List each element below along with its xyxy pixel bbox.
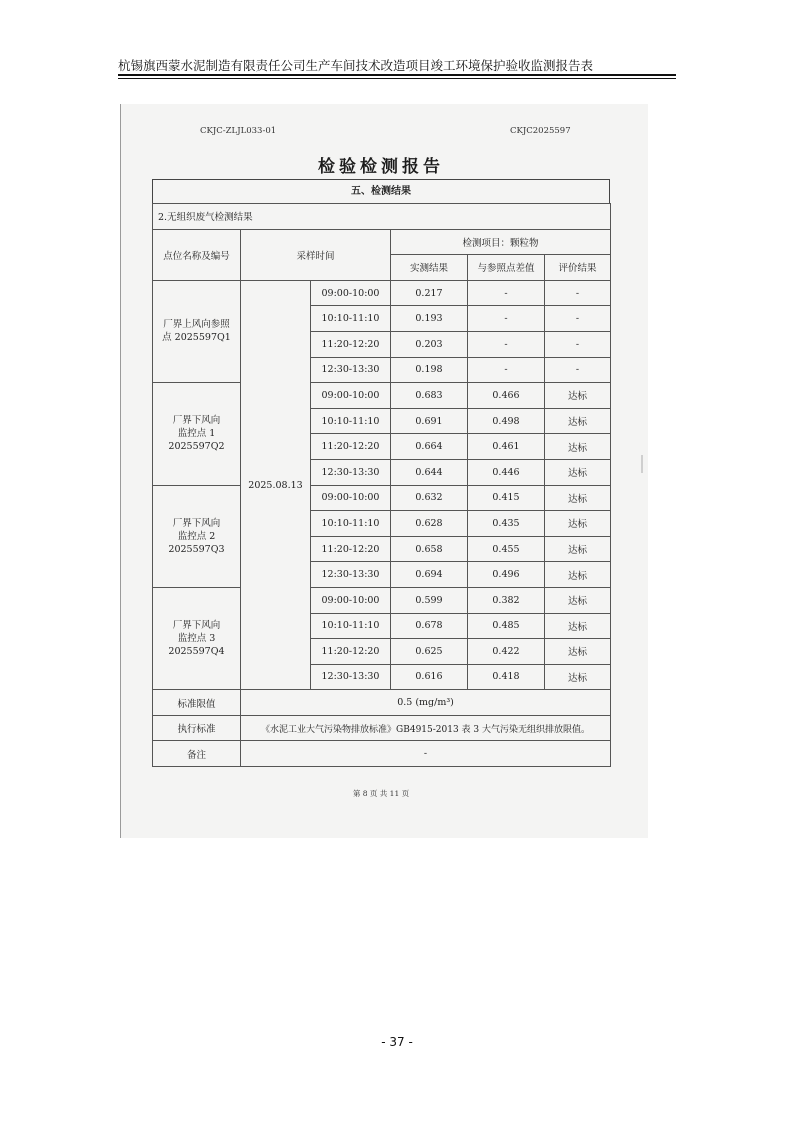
header-diff: 与参照点差值 [468,255,545,281]
eval-cell: 达标 [545,511,611,537]
table-row [153,485,611,511]
scan-page-footer: 第 8 页 共 11 页 [352,789,410,798]
header-rule-thin [118,78,676,79]
sample-time-cell: 10:10-11:10 [311,306,391,332]
eval-cell: - [545,306,611,332]
diff-cell: 0.418 [468,664,545,690]
sample-time-cell: 10:10-11:10 [311,613,391,639]
eval-cell: - [545,280,611,306]
measured-cell: 0.193 [391,306,468,332]
section-title: 五、检测结果 [152,179,610,203]
header-eval: 评价结果 [545,255,611,281]
remark-row [153,741,611,767]
standard-row-label: 执行标准 [153,715,241,741]
sample-time-cell: 11:20-12:20 [311,331,391,357]
page-number: - 37 - [381,1035,413,1049]
header-item: 检测项目：颗粒物 [391,229,611,255]
header-rule-thick [118,74,676,76]
sample-time-cell: 10:10-11:10 [311,408,391,434]
diff-cell: 0.466 [468,383,545,409]
header-measured: 实测结果 [391,255,468,281]
diff-cell: 0.446 [468,459,545,485]
measured-cell: 0.691 [391,408,468,434]
results-table [152,203,611,767]
diff-cell: - [468,331,545,357]
limit-row [153,690,611,716]
point-name-cell [153,587,241,689]
point-name-line: 2025597Q2 [168,441,225,453]
standard-row-value: 《水泥工业大气污染物排放标准》GB4915-2013 表 3 大气污染无组织排放限值。 [241,715,611,741]
measured-cell: 0.625 [391,639,468,665]
measured-cell: 0.599 [391,587,468,613]
diff-cell: 0.455 [468,536,545,562]
point-name-line: 厂界下风向 [172,517,221,529]
measured-cell: 0.683 [391,383,468,409]
sample-time-cell: 12:30-13:30 [311,357,391,383]
sample-date-cell: 2025.08.13 [241,280,311,690]
sample-time-cell: 09:00-10:00 [311,485,391,511]
measured-cell: 0.678 [391,613,468,639]
point-name-cell [153,280,241,382]
diff-cell: 0.415 [468,485,545,511]
diff-cell: 0.496 [468,562,545,588]
measured-cell: 0.198 [391,357,468,383]
eval-cell: 达标 [545,639,611,665]
scan-left-edge [120,104,121,838]
limit-row-label: 标准限值 [153,690,241,716]
table-subtitle: 2.无组织废气检测结果 [153,204,611,230]
point-name-line: 监控点 3 [177,633,216,645]
sample-time-cell: 09:00-10:00 [311,383,391,409]
report-number: CKJC2025597 [510,126,571,136]
eval-cell: 达标 [545,664,611,690]
diff-cell: - [468,357,545,383]
diff-cell: 0.485 [468,613,545,639]
table-row [153,383,611,409]
measured-cell: 0.664 [391,434,468,460]
measured-cell: 0.203 [391,331,468,357]
diff-cell: 0.461 [468,434,545,460]
sample-time-cell: 12:30-13:30 [311,664,391,690]
table-row [153,587,611,613]
sample-time-cell: 11:20-12:20 [311,639,391,665]
point-name-line: 2025597Q4 [168,646,225,658]
diff-cell: 0.422 [468,639,545,665]
document-header: 杭锡旗西蒙水泥制造有限责任公司生产车间技术改造项目竣工环境保护验收监测报告表 [118,58,594,73]
point-name-line: 厂界下风向 [172,620,221,632]
form-code: CKJC-ZLJL033-01 [200,126,277,136]
point-name-line: 监控点 1 [177,428,216,440]
sample-time-cell: 09:00-10:00 [311,587,391,613]
eval-cell: - [545,331,611,357]
sample-time-cell: 11:20-12:20 [311,434,391,460]
limit-row-value: 0.5 (mg/m³) [241,690,611,716]
diff-cell: - [468,306,545,332]
header-point: 点位名称及编号 [153,229,241,280]
eval-cell: 达标 [545,613,611,639]
measured-cell: 0.694 [391,562,468,588]
point-name-cell [153,485,241,587]
measured-cell: 0.628 [391,511,468,537]
point-name-line: 厂界下风向 [172,415,221,427]
eval-cell: 达标 [545,536,611,562]
diff-cell: 0.435 [468,511,545,537]
sample-time-cell: 12:30-13:30 [311,562,391,588]
sample-time-cell: 12:30-13:30 [311,459,391,485]
eval-cell: 达标 [545,587,611,613]
table-row [153,280,611,306]
remark-row-value: - [241,741,611,767]
diff-cell: 0.498 [468,408,545,434]
measured-cell: 0.658 [391,536,468,562]
sample-time-cell: 11:20-12:20 [311,536,391,562]
point-name-line: 厂界上风向参照 [163,319,230,331]
report-title: 检验检测报告 [318,157,444,177]
remark-row-label: 备注 [153,741,241,767]
eval-cell: 达标 [545,485,611,511]
sample-time-cell: 09:00-10:00 [311,280,391,306]
eval-cell: 达标 [545,459,611,485]
point-name-line: 点 2025597Q1 [162,332,231,344]
sample-time-cell: 10:10-11:10 [311,511,391,537]
header-time: 采样时间 [241,229,391,280]
measured-cell: 0.616 [391,664,468,690]
standard-row [153,715,611,741]
point-name-line: 2025597Q3 [168,543,225,555]
eval-cell: 达标 [545,408,611,434]
measured-cell: 0.217 [391,280,468,306]
scan-artifact [641,455,643,473]
diff-cell: - [468,280,545,306]
measured-cell: 0.632 [391,485,468,511]
eval-cell: 达标 [545,383,611,409]
eval-cell: - [545,357,611,383]
diff-cell: 0.382 [468,587,545,613]
eval-cell: 达标 [545,434,611,460]
point-name-cell [153,383,241,485]
eval-cell: 达标 [545,562,611,588]
measured-cell: 0.644 [391,459,468,485]
point-name-line: 监控点 2 [177,530,216,542]
